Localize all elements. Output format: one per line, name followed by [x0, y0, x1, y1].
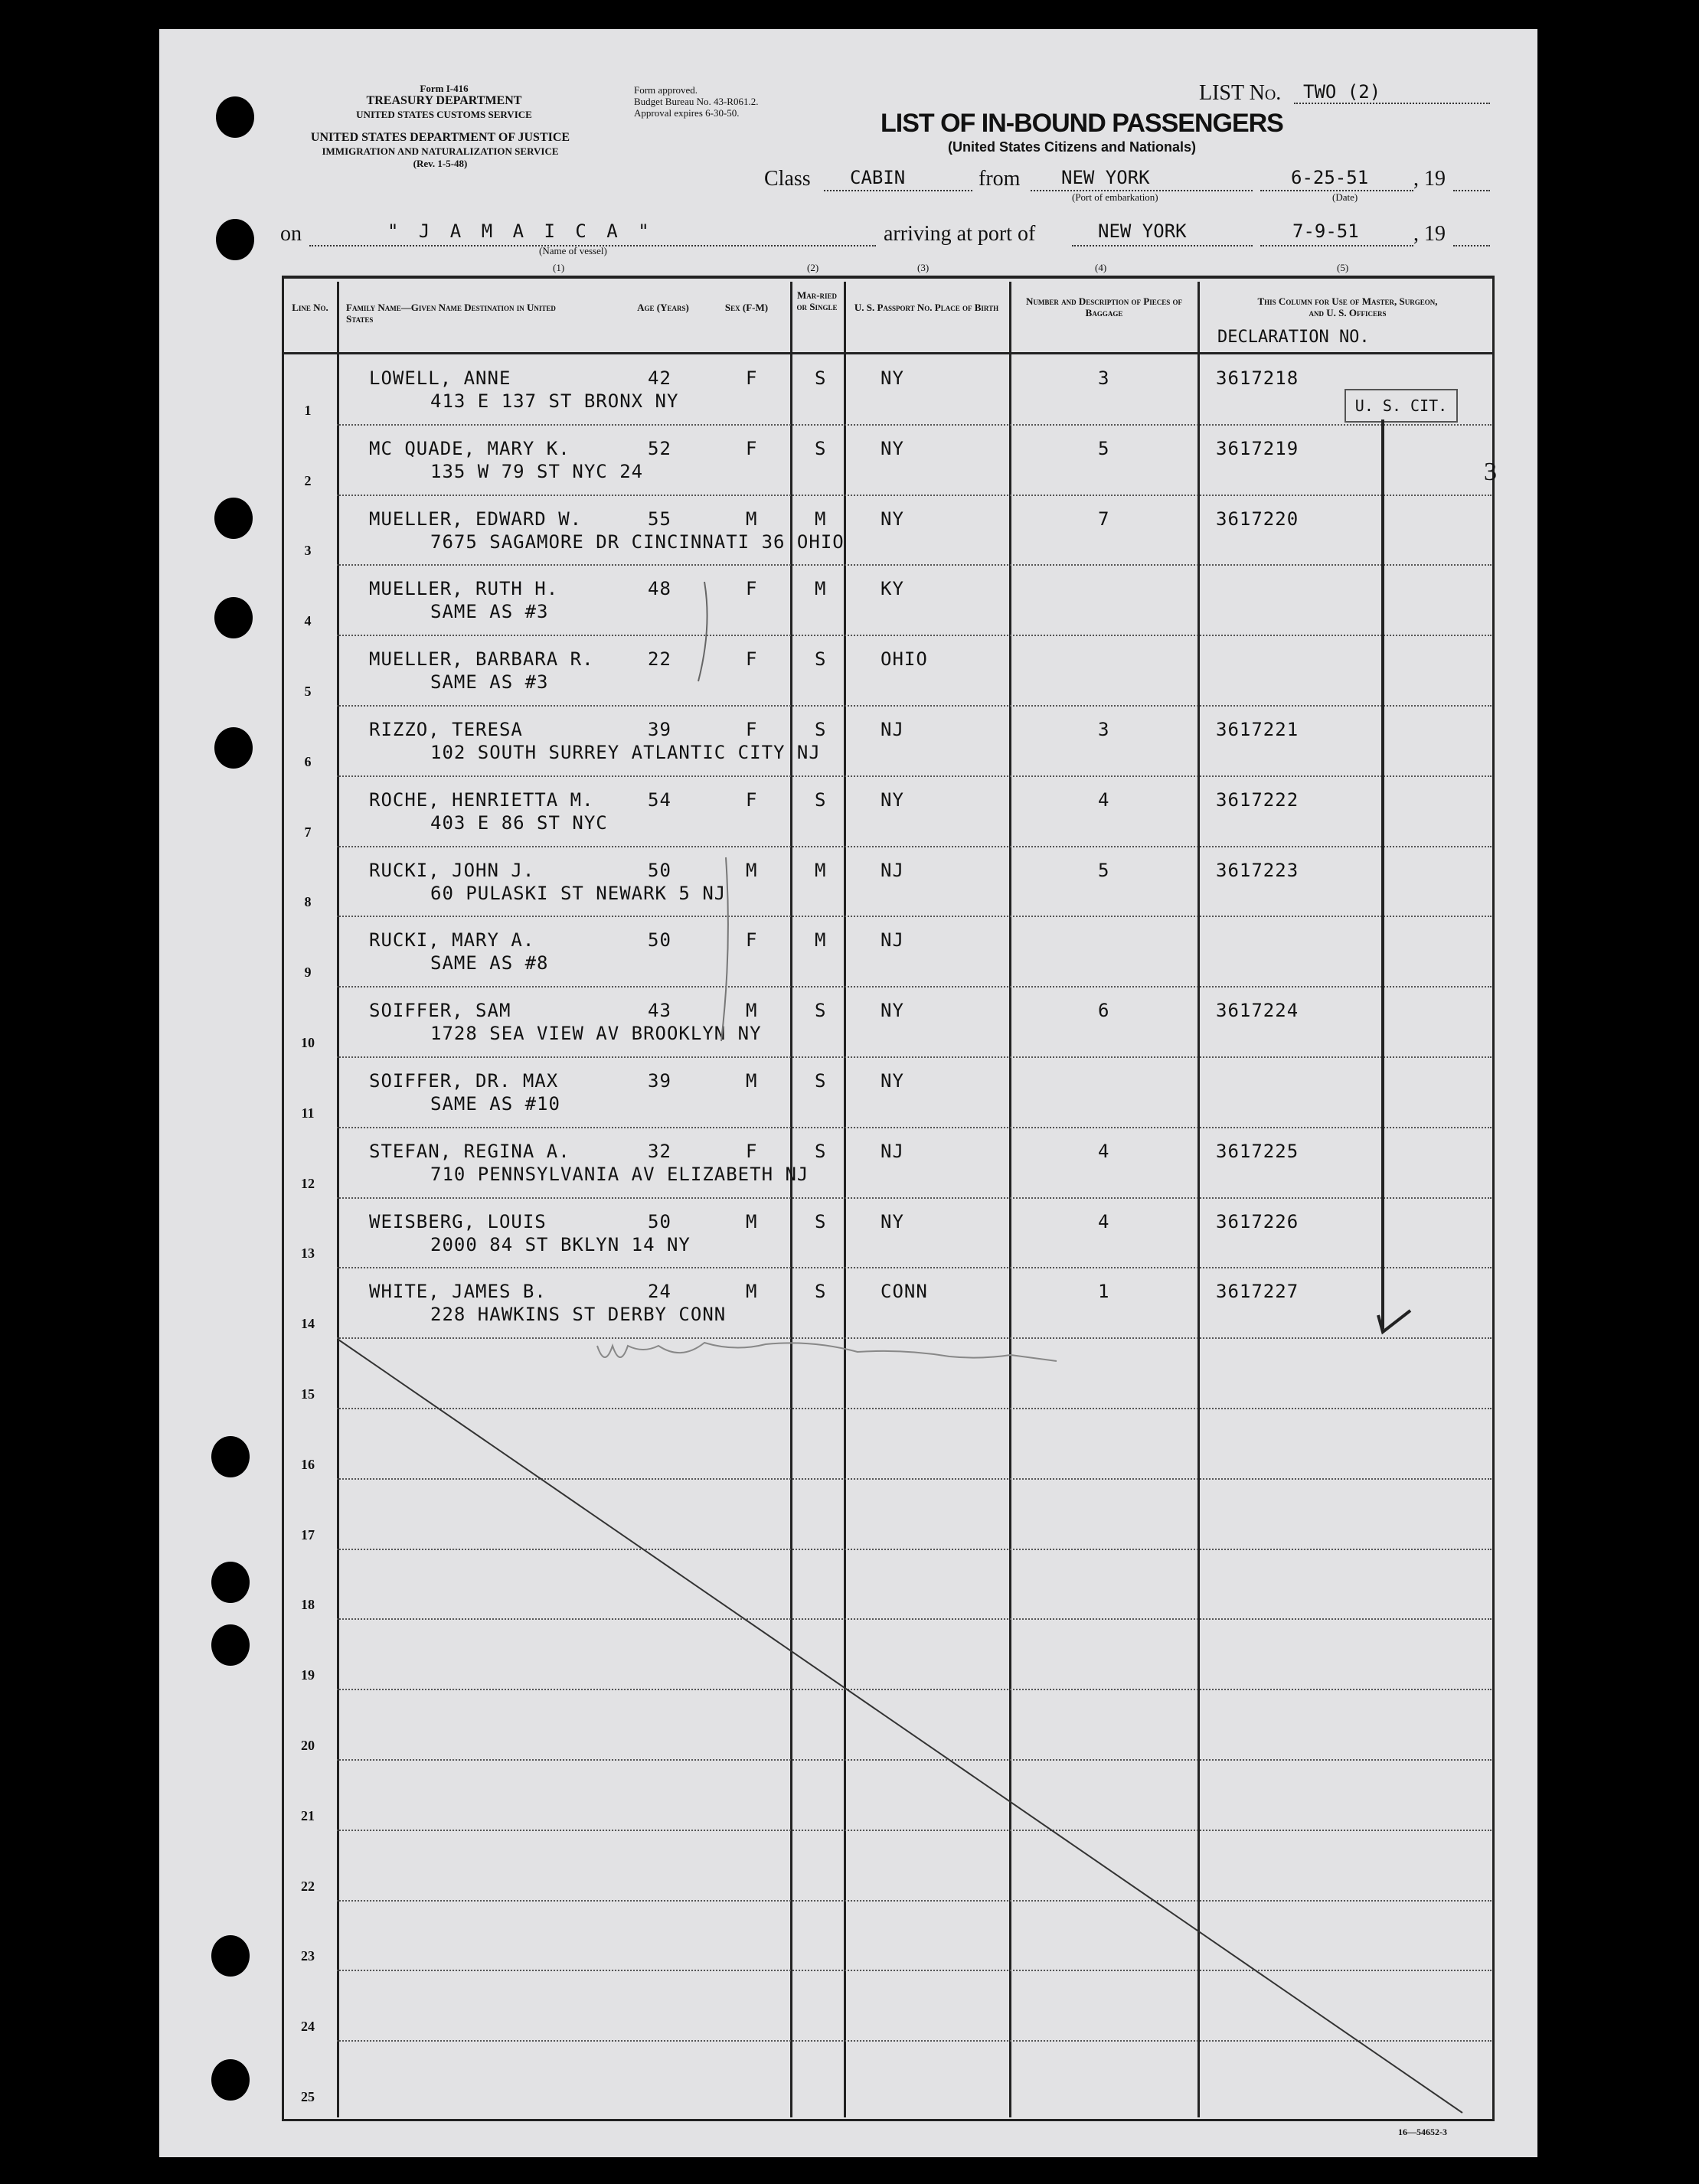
passenger-birthplace: NY: [881, 1070, 904, 1092]
line-number: 4: [304, 613, 312, 629]
class-label: Class: [764, 167, 811, 191]
passenger-marital-status: S: [815, 1281, 827, 1303]
passenger-baggage-count: 5: [1098, 437, 1110, 459]
passenger-address: 228 HAWKINS ST DERBY CONN: [430, 1304, 727, 1326]
passenger-declaration-no: 3617226: [1216, 1210, 1299, 1232]
passenger-birthplace: NY: [881, 437, 904, 459]
passenger-birthplace: CONN: [881, 1281, 928, 1303]
passenger-birthplace: NY: [881, 508, 904, 530]
passenger-age: 50: [648, 929, 671, 952]
col-header-age: Age (Years): [637, 302, 689, 313]
passenger-address: 2000 84 ST BKLYN 14 NY: [430, 1233, 691, 1255]
passenger-age: 39: [648, 719, 671, 740]
approval-line-2: Budget Bureau No. 43-R061.2.: [634, 96, 759, 107]
line-number: 5: [304, 684, 312, 699]
cancel-diagonal-line: [338, 1340, 1462, 2113]
from-label: from: [979, 167, 1021, 191]
passenger-age: 22: [648, 648, 671, 671]
line-number: 10: [301, 1035, 315, 1050]
passenger-name: RUCKI, MARY A.: [369, 929, 535, 952]
handwritten-mark-2: [721, 857, 728, 1041]
passenger-sex: F: [746, 788, 758, 811]
revision-date: (Rev. 1-5-48): [413, 158, 468, 169]
passenger-sex: M: [746, 1000, 758, 1022]
line-number: 7: [304, 824, 312, 840]
line-number: 20: [301, 1738, 315, 1753]
line-number: 25: [301, 2089, 315, 2104]
passenger-marital-status: S: [815, 1140, 827, 1162]
passenger-marital-status: S: [815, 1210, 827, 1232]
year-suffix: , 19: [1413, 167, 1446, 191]
line-number: 14: [301, 1316, 315, 1332]
embarkation-port: NEW YORK: [1061, 167, 1150, 188]
passenger-declaration-no: 3617218: [1216, 367, 1299, 389]
passenger-name: WHITE, JAMES B.: [369, 1281, 547, 1303]
passenger-address: 403 E 86 ST NYC: [430, 811, 608, 834]
passenger-address: 1728 SEA VIEW AV BROOKLYN NY: [430, 1023, 762, 1045]
passenger-baggage-count: 5: [1098, 859, 1110, 881]
passenger-age: 24: [648, 1281, 671, 1303]
form-number: Form I-416: [420, 83, 469, 94]
year-suffix-2: , 19: [1413, 222, 1446, 246]
passenger-birthplace: OHIO: [881, 648, 928, 671]
line-number: 9: [304, 965, 312, 981]
passenger-age: 42: [648, 367, 671, 389]
passenger-address: 60 PULASKI ST NEWARK 5 NJ: [430, 882, 727, 904]
passenger-age: 50: [648, 1210, 671, 1232]
passenger-sex: F: [746, 929, 758, 952]
passenger-sex: M: [746, 1070, 758, 1092]
passenger-age: 54: [648, 788, 671, 811]
passenger-name: RUCKI, JOHN J.: [369, 859, 535, 881]
passenger-declaration-no: 3617223: [1216, 859, 1299, 881]
form-subtitle: (United States Citizens and Nationals): [947, 139, 1197, 155]
passenger-age: 52: [648, 437, 671, 459]
passenger-declaration-no: 3617227: [1216, 1281, 1299, 1303]
col-num-2: (2): [807, 262, 819, 273]
passenger-birthplace: NJ: [881, 859, 904, 881]
col-num-1: (1): [553, 262, 565, 273]
passenger-sex: M: [746, 1210, 758, 1232]
passenger-name: WEISBERG, LOUIS: [369, 1210, 547, 1232]
passenger-baggage-count: 1: [1098, 1281, 1110, 1303]
line-number: 6: [304, 753, 312, 769]
justice-dept: UNITED STATES DEPARTMENT OF JUSTICE: [310, 131, 570, 144]
line-number: 19: [301, 1667, 315, 1683]
line-number: 3: [304, 543, 312, 559]
line-number: 21: [301, 1807, 315, 1823]
passenger-baggage-count: 3: [1098, 367, 1110, 389]
us-cit-stamp: U. S. CIT.: [1344, 389, 1458, 423]
passenger-declaration-no: 3617222: [1216, 788, 1299, 811]
passenger-birthplace: KY: [881, 578, 904, 600]
passenger-name: STEFAN, REGINA A.: [369, 1140, 570, 1162]
arrival-port: NEW YORK: [1098, 220, 1187, 242]
line-number: 16: [301, 1456, 315, 1472]
passenger-birthplace: NY: [881, 1000, 904, 1022]
col-header-officers: This Column for Use of Master, Surgeon, and U. S. Officers: [1257, 295, 1438, 318]
passenger-birthplace: NJ: [881, 929, 904, 952]
treasury-dept: TREASURY DEPARTMENT: [366, 94, 522, 107]
footer-code: 16—54652-3: [1398, 2127, 1447, 2137]
passenger-name: MUELLER, EDWARD W.: [369, 508, 583, 530]
passenger-sex: F: [746, 648, 758, 671]
passenger-marital-status: M: [815, 859, 827, 881]
vessel-name: " J A M A I C A ": [387, 220, 654, 242]
line-number: 23: [301, 1948, 315, 1964]
col-num-3: (3): [917, 262, 930, 273]
col-num-4: (4): [1095, 262, 1107, 273]
passenger-baggage-count: 4: [1098, 788, 1110, 811]
passenger-baggage-count: 4: [1098, 1140, 1110, 1162]
passenger-birthplace: NY: [881, 367, 904, 389]
line-number: 2: [304, 472, 312, 488]
passenger-address: SAME AS #8: [430, 952, 549, 974]
line-number: 22: [301, 1878, 315, 1894]
handwritten-mark-1: [698, 582, 707, 681]
col-header-sex: Sex (F-M): [724, 302, 769, 313]
passenger-sex: F: [746, 437, 758, 459]
passenger-marital-status: S: [815, 1070, 827, 1092]
passenger-marital-status: S: [815, 648, 827, 671]
passenger-name: SOIFFER, DR. MAX: [369, 1070, 559, 1092]
passenger-marital-status: S: [815, 367, 827, 389]
passenger-birthplace: NY: [881, 788, 904, 811]
passenger-sex: F: [746, 1140, 758, 1162]
passenger-age: 55: [648, 508, 671, 530]
line-number: 17: [301, 1526, 315, 1543]
passenger-declaration-no: 3617225: [1216, 1140, 1299, 1162]
passenger-address: SAME AS #3: [430, 671, 549, 694]
col-header-line-no: Line No.: [292, 302, 328, 313]
col-header-baggage: Number and Description of Pieces of Baggage: [1026, 295, 1182, 318]
passenger-sex: M: [746, 859, 758, 881]
passenger-name: SOIFFER, SAM: [369, 1000, 511, 1022]
passenger-marital-status: M: [815, 929, 827, 952]
passenger-address: 102 SOUTH SURREY ATLANTIC CITY NJ: [430, 742, 821, 763]
line-number: 11: [301, 1105, 315, 1121]
passenger-name: MUELLER, RUTH H.: [369, 578, 559, 600]
class-value: CABIN: [850, 167, 906, 188]
passenger-baggage-count: 7: [1098, 508, 1110, 530]
passenger-marital-status: S: [815, 437, 827, 459]
port-embarkation-caption: (Port of embarkation): [1072, 191, 1158, 203]
passenger-declaration-no: 3617219: [1216, 437, 1299, 459]
passenger-marital-status: S: [815, 1000, 827, 1022]
passenger-marital-status: S: [815, 719, 827, 740]
passenger-baggage-count: 3: [1098, 719, 1110, 740]
passenger-age: 48: [648, 578, 671, 600]
line-number: 15: [301, 1386, 315, 1402]
passenger-sex: M: [746, 508, 758, 530]
list-no-label: LIST No.: [1199, 81, 1282, 105]
passenger-birthplace: NJ: [881, 719, 904, 740]
passenger-declaration-no: 3617220: [1216, 508, 1299, 530]
passenger-birthplace: NJ: [881, 1140, 904, 1162]
ins-service: IMMIGRATION AND NATURALIZATION SERVICE: [322, 145, 559, 157]
passenger-sex: F: [746, 367, 758, 389]
passenger-marital-status: S: [815, 788, 827, 811]
passenger-name: RIZZO, TERESA: [369, 719, 523, 740]
col-header-married: Mar-ried or Single: [796, 289, 838, 312]
passenger-address: 135 W 79 ST NYC 24: [430, 460, 644, 482]
embarkation-date: 6-25-51: [1291, 167, 1369, 188]
vessel-caption: (Name of vessel): [539, 245, 607, 256]
passenger-age: 39: [648, 1070, 671, 1092]
date-caption: (Date): [1332, 191, 1358, 203]
list-no-value: TWO (2): [1303, 81, 1381, 103]
passenger-name: MC QUADE, MARY K.: [369, 437, 570, 459]
margin-mark: 3: [1484, 458, 1497, 486]
passenger-sex: F: [746, 719, 758, 740]
line-number: 12: [301, 1175, 315, 1191]
passenger-marital-status: M: [815, 508, 827, 530]
arriving-label: arriving at port of: [884, 222, 1036, 246]
arrival-date: 7-9-51: [1292, 220, 1359, 242]
passenger-name: MUELLER, BARBARA R.: [369, 648, 594, 671]
approval-line-3: Approval expires 6-30-50.: [634, 107, 740, 119]
passenger-name: ROCHE, HENRIETTA M.: [369, 788, 594, 811]
col-header-passport: U. S. Passport No. Place of Birth: [854, 302, 999, 313]
passenger-declaration-no: 3617221: [1216, 719, 1299, 740]
handwritten-signature: [597, 1343, 1057, 1361]
line-number: 8: [304, 894, 312, 910]
line-number: 13: [301, 1245, 315, 1262]
passenger-address: SAME AS #3: [430, 601, 549, 623]
on-label: on: [280, 222, 302, 246]
passenger-name: LOWELL, ANNE: [369, 367, 511, 389]
form-title: LIST OF IN-BOUND PASSENGERS: [881, 109, 1283, 138]
col-num-5: (5): [1337, 262, 1349, 273]
passenger-address: 710 PENNSYLVANIA AV ELIZABETH NJ: [430, 1163, 809, 1185]
passenger-address: 413 E 137 ST BRONX NY: [430, 390, 679, 412]
approval-line-1: Form approved.: [634, 84, 698, 96]
line-number: 18: [301, 1597, 315, 1613]
line-number: 24: [301, 2019, 315, 2035]
col-header-declaration: DECLARATION NO.: [1217, 328, 1370, 347]
passenger-birthplace: NY: [881, 1210, 904, 1232]
passenger-age: 32: [648, 1140, 671, 1162]
passenger-age: 50: [648, 859, 671, 881]
passenger-address: SAME AS #10: [430, 1093, 560, 1115]
passenger-sex: M: [746, 1281, 758, 1303]
passenger-baggage-count: 6: [1098, 1000, 1110, 1022]
passenger-address: 7675 SAGAMORE DR CINCINNATI 36 OHIO: [430, 530, 845, 553]
col-header-name: Family Name—Given Name Destination in United States: [346, 302, 556, 325]
passenger-age: 43: [648, 1000, 671, 1022]
customs-service: UNITED STATES CUSTOMS SERVICE: [356, 109, 532, 120]
line-number: 1: [304, 402, 312, 418]
passenger-baggage-count: 4: [1098, 1210, 1110, 1232]
passenger-sex: F: [746, 578, 758, 600]
passenger-marital-status: M: [815, 578, 827, 600]
passenger-declaration-no: 3617224: [1216, 1000, 1299, 1022]
